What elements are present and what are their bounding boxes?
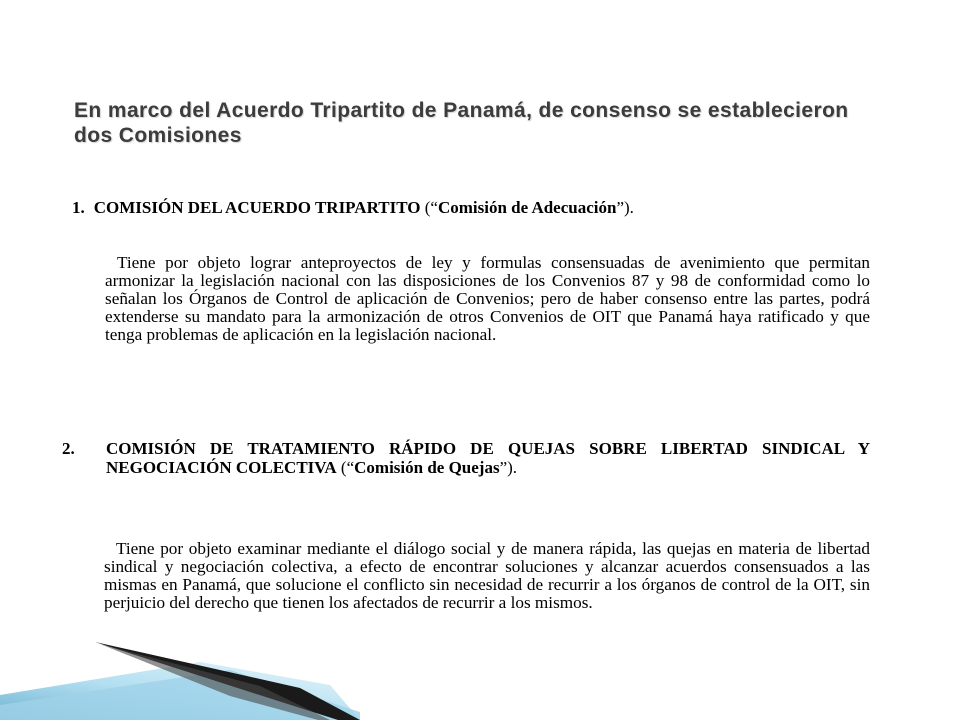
commission-1-alias-close: ”). <box>616 198 634 217</box>
commission-2-description: Tiene por objeto examinar mediante el diálogo social y de manera rápida, las quejas en materia de libertad sindical y negociación colectiva, a efecto de encontrar soluciones y alcanzar acuerdos consensuados a las mismas en Panamá, que solucione el conflicto sin necesidad de recurrir a los órganos de control de la OIT, sin perjuicio del derecho que tienen los afectados de recurrir a los mismos. <box>104 539 870 612</box>
corner-decoration <box>0 600 360 720</box>
commission-2-alias-open: (“ <box>336 457 355 477</box>
commission-2-title-block <box>106 440 870 477</box>
commission-2-heading <box>62 440 870 477</box>
commission-2-number: 2. <box>62 439 75 458</box>
commission-1-alias: Comisión de Adecuación <box>437 198 617 217</box>
commission-2-alias: Comisión de Quejas <box>354 457 500 477</box>
slide-title: En marco del Acuerdo Tripartito de Panamá, de consenso se establecieron dos Comisiones <box>74 99 849 148</box>
commission-1-heading <box>72 199 872 218</box>
commission-1-name: COMISIÓN DEL ACUERDO TRIPARTITO <box>93 198 421 217</box>
commission-1-number: 1. <box>72 198 85 217</box>
commission-2-alias-close: ”). <box>499 457 518 477</box>
commission-1-description: Tiene por objeto lograr anteproyectos de ley y formulas consensuadas de avenimiento que permitan armonizar la legislación nacional con las disposiciones de los Convenios 87 y 98 de conformidad como lo señalan los Órganos de Control de aplicación de Convenios; pero de haber consenso entre las partes, podrá extenderse su mandato para la armonización de otros Convenios de OIT que Panamá haya ratificado y que tenga problemas de aplicación en la legislación nacional. <box>105 253 870 344</box>
commission-1-alias-open: (“ <box>420 198 438 217</box>
commission-2-name: COMISIÓN DE TRATAMIENTO RÁPIDO DE QUEJAS SOBRE LIBERTAD SINDICAL Y NEGOCIACIÓN COLECTIVA <box>106 439 870 477</box>
